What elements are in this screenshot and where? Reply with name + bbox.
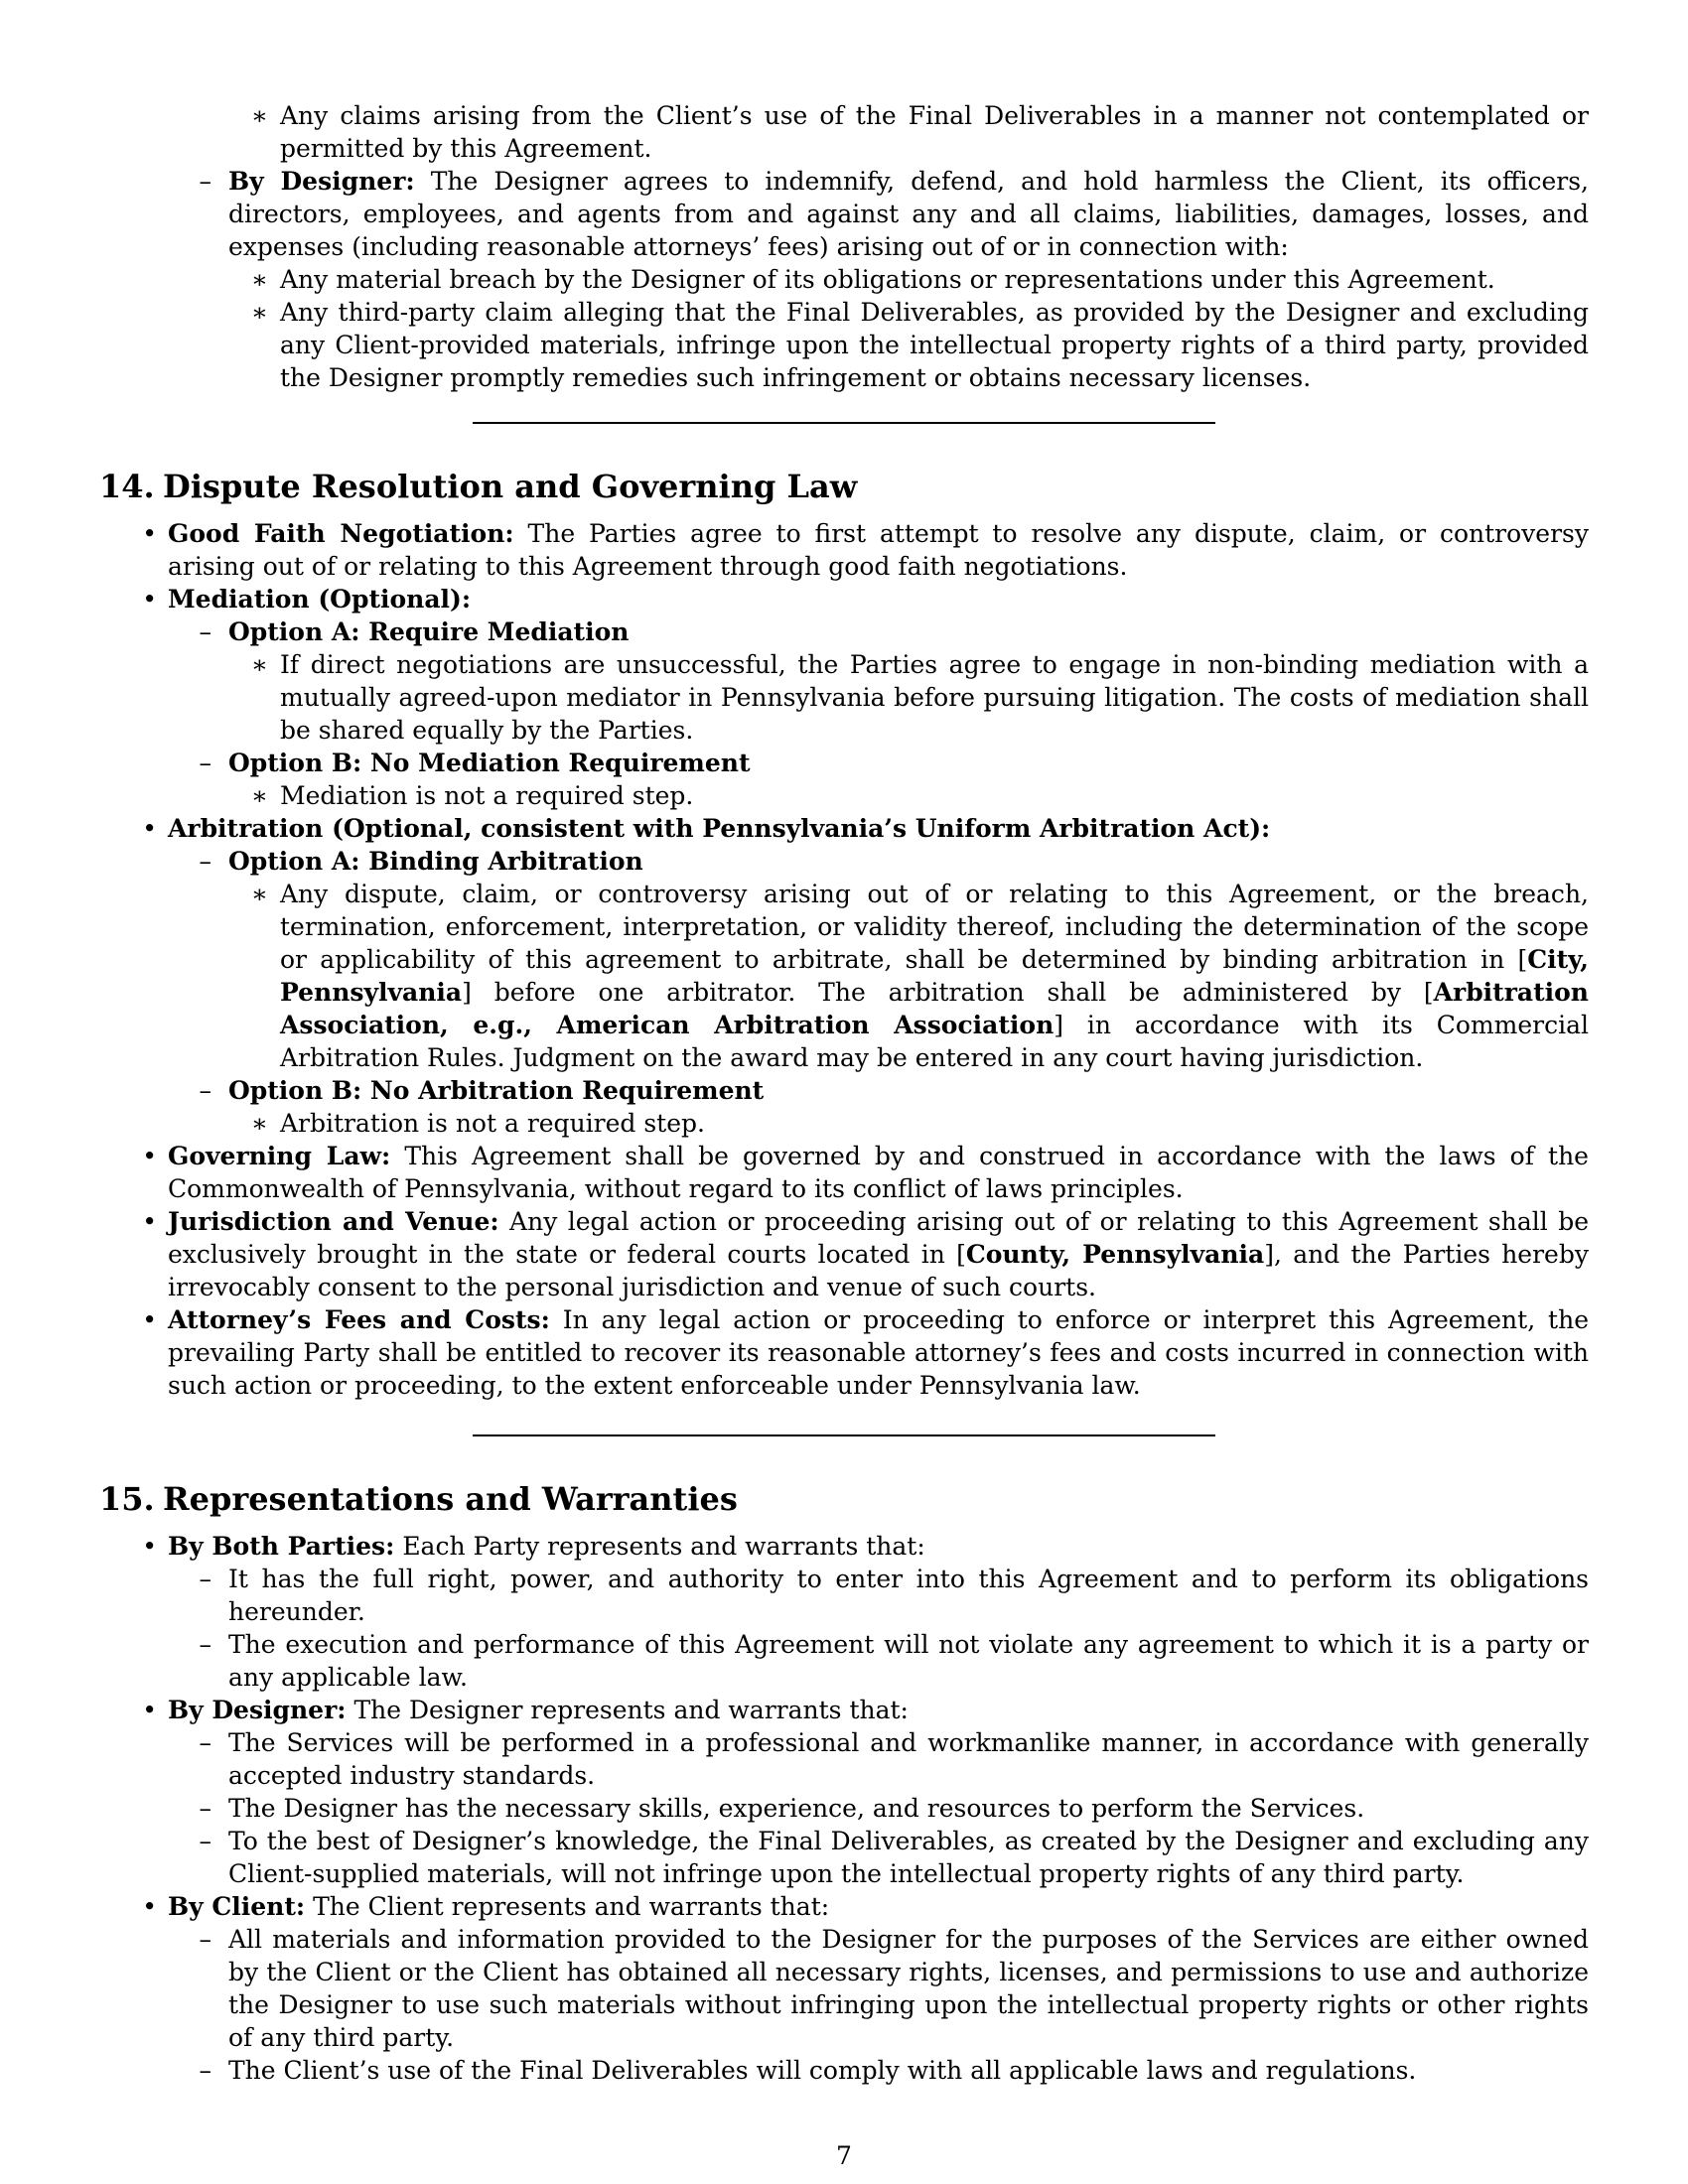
list-item: ∗ If direct negotiations are unsuccessful, the Parties agree to engage in non-binding mediation with a mutually agreed-upon mediator in Pennsylvania before pursuing litigation. The costs of mediation shall be shared equally by the Parties. <box>251 650 1589 745</box>
client-indemnity-list <box>228 99 1589 165</box>
list-item: ∗ Any claims arising from the Client’s use of the Final Deliverables in a manner not contemplated or permitted by this Agreement. <box>251 101 1589 163</box>
arbitration-item: • Arbitration (Optional, consistent with Pennsylvania’s Uniform Arbitration Act): – Option A: Binding Arbitration ∗ Any dispute, claim, or controversy arising out of or relating to this Agreement, or the breach, termination, enforcement, interpretation, or validity thereof, including the determination of the scope or applicability of this agreement to arbitrate, shall be determined by binding arbitration in [City, Pennsylvania] before one arbitrator. The arbitration shall be administered by [Arbitration Association, e.g., American Arbitration Association] in accordance with its Commercial Arbitration Rules. Judgment on the award may be entered in any court having jurisdiction. – Option B: No Arbitration Requirement ∗ Arbitration is not a required step. <box>142 814 1589 1138</box>
section-15-heading: 15. Representations and Warranties <box>99 1480 738 1518</box>
sub-list <box>228 779 1589 812</box>
list-item: – All materials and information provided to the Designer for the purposes of the Services are either owned by the Client or the Client has obtained all necessary rights, licenses, and permissions to use and authorize the Designer to use such materials without infringing upon the intellectual property rights or other rights of any third party. <box>199 1925 1589 2052</box>
list-item: ∗ Arbitration is not a required step. <box>251 1109 705 1138</box>
list-item: ∗ Any dispute, claim, or controversy arising out of or relating to this Agreement, or the breach, termination, enforcement, interpretation, or validity thereof, including the determination of the scope or applicability of this agreement to arbitrate, shall be determined by binding arbitration in [City, Pennsylvania] before one arbitrator. The arbitration shall be administered by [Arbitration Association, e.g., American Arbitration Association] in accordance with its Commercial Arbitration Rules. Judgment on the award may be entered in any court having jurisdiction. <box>251 880 1589 1072</box>
list-item: – The Services will be performed in a professional and workmanlike manner, in accordance with generally accepted industry standards. <box>199 1728 1589 1790</box>
list-item: ∗ Mediation is not a required step. <box>251 781 694 810</box>
list-item: – To the best of Designer’s knowledge, the Final Deliverables, as created by the Designer and excluding any Client-supplied materials, will not infringe upon the intellectual property rights of any third party. <box>199 1827 1589 1888</box>
sub-list <box>168 1563 1589 1694</box>
list-item: ∗ Any material breach by the Designer of its obligations or representations under this Agreement. <box>251 265 1495 294</box>
section-15-list <box>99 1530 1589 2087</box>
document-page <box>99 99 1589 2087</box>
list-item: – Option B: No Arbitration Requirement ∗ Arbitration is not a required step. <box>168 1074 1589 1140</box>
designer-indemnity <box>168 165 1589 394</box>
jurisdiction-item: • Jurisdiction and Venue: Any legal action or proceeding arising out of or relating to this Agreement shall be exclusively brought in the state or federal courts located in [County, Pennsylvania], and the Parties hereby irrevocably consent to the personal jurisdiction and venue of such courts. <box>142 1207 1589 1301</box>
section-14-list <box>99 517 1589 1402</box>
section-14-heading: 14. Dispute Resolution and Governing Law <box>99 468 858 505</box>
list-item: – By Designer: The Designer agrees to indemnify, defend, and hold harmless the Client, its officers, directors, employees, and agents from and against any and all claims, liabilities, damages, losses, and expenses (including reasonable attorneys’ fees) arising out of or in connection with: ∗ Any material breach by the Designer of its obligations or representations under this Agreement. ∗ Any third-party claim alleging that the Final Deliverables, as provided by the Designer and excluding any Client-provided materials, infringe upon the intellectual property rights of a third party, provided the Designer promptly remedies such infringement or obtains necessary licenses. <box>199 167 1589 392</box>
attorney-fees-item: • Attorney’s Fees and Costs: In any legal action or proceeding to enforce or interpret this Agreement, the prevailing Party shall be entitled to recover its reasonable attorney’s fees and costs incurred in connection with such action or proceeding, to the extent enforceable under Pennsylvania law. <box>142 1305 1589 1400</box>
list-item: – The execution and performance of this Agreement will not violate any agreement to which it is a party or any applicable law. <box>199 1630 1589 1692</box>
list-item: – The Designer has the necessary skills, experience, and resources to perform the Services. <box>199 1794 1365 1823</box>
sub-list <box>168 1726 1589 1890</box>
governing-law-item: • Governing Law: This Agreement shall be governed by and construed in accordance with the laws of the Commonwealth of Pennsylvania, without regard to its conflict of laws principles. <box>142 1142 1589 1203</box>
section-divider <box>473 422 1215 424</box>
mediation-item: • Mediation (Optional): – Option A: Require Mediation ∗ If direct negotiations are unsuccessful, the Parties agree to engage in non-binding mediation with a mutually agreed-upon mediator in Pennsylvania before pursuing litigation. The costs of mediation shall be shared equally by the Parties. – Option B: No Mediation Requirement ∗ Mediation is not a required step. <box>142 585 1589 810</box>
page-number: 7 <box>836 2141 852 2170</box>
arbitration-options <box>168 845 1589 1140</box>
indemnification-continued <box>99 99 1589 394</box>
sub-list <box>228 1107 1589 1140</box>
sub-list <box>228 648 1589 747</box>
section-divider <box>473 1434 1215 1436</box>
sub-list <box>228 878 1589 1074</box>
list-item: – Option B: No Mediation Requirement ∗ Mediation is not a required step. <box>168 747 1589 812</box>
list-item: ∗ Any third-party claim alleging that the Final Deliverables, as provided by the Designer and excluding any Client-provided materials, infringe upon the intellectual property rights of a third party, provided the Designer promptly remedies such infringement or obtains necessary licenses. <box>251 298 1589 392</box>
sub-list <box>168 1923 1589 2087</box>
designer-warranty-item: • By Designer: The Designer represents and warrants that: – The Services will be performed in a professional and workmanlike manner, in accordance with generally accepted industry standards. – The Designer has the necessary skills, experience, and resources to perform the Services. – To the best of Designer’s knowledge, the Final Deliverables, as created by the Designer and excluding any Client-supplied materials, will not infringe upon the intellectual property rights of any third party. <box>142 1696 1589 1888</box>
both-parties-item: • By Both Parties: Each Party represents and warrants that: – It has the full right, power, and authority to enter into this Agreement and to perform its obligations hereunder. – The execution and performance of this Agreement will not violate any agreement to which it is a party or any applicable law. <box>142 1532 1589 1692</box>
mediation-options <box>168 615 1589 812</box>
list-item: – Option A: Require Mediation ∗ If direct negotiations are unsuccessful, the Parties agree to engage in non-binding mediation with a mutually agreed-upon mediator in Pennsylvania before pursuing litigation. The costs of mediation shall be shared equally by the Parties. <box>199 617 1589 745</box>
good-faith-item: • Good Faith Negotiation: The Parties agree to first attempt to resolve any dispute, claim, or controversy arising out of or relating to this Agreement through good faith negotiations. <box>142 519 1589 581</box>
list-item: – Option A: Binding Arbitration ∗ Any dispute, claim, or controversy arising out of or relating to this Agreement, or the breach, termination, enforcement, interpretation, or validity thereof, including the determination of the scope or applicability of this agreement to arbitrate, shall be determined by binding arbitration in [City, Pennsylvania] before one arbitrator. The arbitration shall be administered by [Arbitration Association, e.g., American Arbitration Association] in accordance with its Commercial Arbitration Rules. Judgment on the award may be entered in any court having jurisdiction. <box>199 847 1589 1072</box>
designer-indemnity-items <box>228 263 1589 394</box>
list-item: – It has the full right, power, and authority to enter into this Agreement and to perform its obligations hereunder. <box>199 1565 1589 1626</box>
client-warranty-item: • By Client: The Client represents and warrants that: – All materials and information provided to the Designer for the purposes of the Services are either owned by the Client or the Client has obtained all necessary rights, licenses, and permissions to use and authorize the Designer to use such materials without infringing upon the intellectual property rights or other rights of any third party. – The Client’s use of the Final Deliverables will comply with all applicable laws and regulations. <box>142 1892 1589 2085</box>
list-item: – The Client’s use of the Final Deliverables will comply with all applicable laws and regulations. <box>199 2056 1417 2085</box>
